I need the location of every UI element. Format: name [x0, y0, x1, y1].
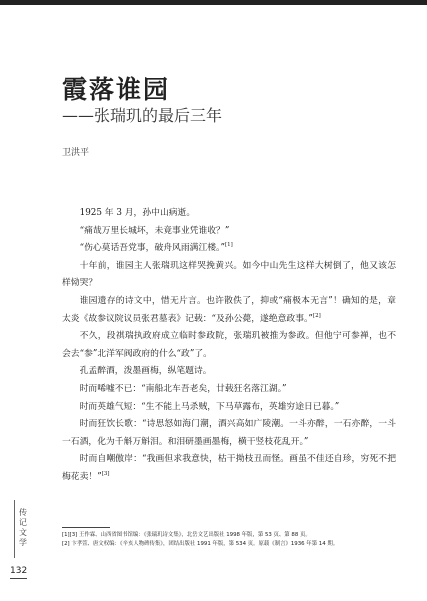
paragraph: “痛哉万里长城坏，未竟事业凭谁收？” [79, 225, 230, 236]
paragraph: 时而狂饮长歌：“诗思怒如海门潮，酒兴高如广陵潮。一斗亦醉，一石亦醉，一斗一石酒，化为千斛万斛泪。和泪研墨画墨梅，横干竖枝花乱开。” [62, 419, 396, 447]
author-name: 卫洪平 [62, 148, 90, 158]
page-number: 132 [10, 566, 27, 579]
article-body [62, 205, 396, 487]
article-title: 霞落谁园 [62, 75, 171, 104]
footnote-item: [2] 卞孝萱、唐文权编：《辛亥人物碑传集》，团结出版社 1991 年版，第 534 页。原载《制言》1936 年第 14 期。 [62, 541, 339, 547]
footnote-ref: [3] [101, 470, 110, 477]
paragraph: 谁园遗存的诗文中，惜无片言。也许散佚了，抑或“痛极本无言”！确知的是，章太炎《故参议院议员张君墓表》记载：“及孙公薨，遂绝意政事。”[2] [62, 295, 396, 324]
footnote-ref: [2] [312, 312, 321, 319]
paragraph: “伤心莫话吾党事，破舟风雨满江楼。”[1] [79, 242, 233, 254]
page-top-bar [0, 0, 427, 5]
side-divider [14, 500, 15, 558]
paragraph: 时而自嘲傲岸：“我画但求我意快，枯干拗枝丑而怪。画虽不佳还自珍，穷死不把梅花卖！”[3] [62, 454, 396, 482]
paragraph: 1925 年 3 月，孙中山病逝。 [79, 208, 196, 218]
footnote-ref: [1] [224, 242, 233, 249]
paragraph: 十年前，谁园主人张瑞玑这样哭挽黄兴。如今中山先生这样大树倒了，他又该怎样恸哭？ [62, 260, 396, 289]
footnotes [62, 531, 402, 549]
footnote-divider [62, 527, 110, 528]
paragraph: 时而英雄气短：“生不能上马杀贼，下马草露布，英雄穷途日已暮。” [79, 401, 340, 412]
section-label: 传记文学 [19, 508, 27, 547]
paragraph: 不久，段祺瑞执政府成立临时参政院，张瑞玑被推为参政。但他宁可参禅，也不会去“参”北洋军阀政府的什么“政”了。 [62, 331, 396, 359]
paragraph: 时而唏嘘不已：“南船北车吾老矣，廿载狂名落江湖。” [79, 383, 287, 394]
footnote-item: [1][3] 王作霖、山西省图书馆编：《张瑞玑诗文集》，北岳文艺出版社 1998 年版，第 53 页、第 88 页。 [62, 532, 311, 538]
article-subtitle: ——张瑞玑的最后三年 [62, 106, 223, 125]
paragraph: 孔孟醉酒，泼墨画梅，纵笔题诗。 [79, 366, 212, 377]
